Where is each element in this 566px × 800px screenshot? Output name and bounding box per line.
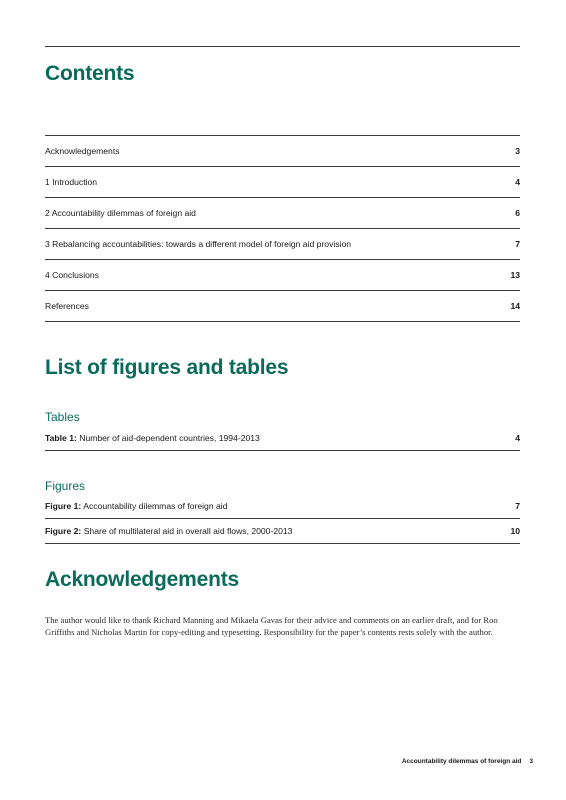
figure-entry-prefix: Figure 2: — [45, 526, 82, 536]
toc-entry[interactable] — [45, 198, 520, 229]
toc-entry-page: 7 — [515, 239, 520, 249]
toc-entry-page: 14 — [510, 301, 520, 311]
contents-list — [45, 135, 520, 322]
toc-entry[interactable] — [45, 136, 520, 167]
toc-entry-label: Acknowledgements — [45, 146, 120, 156]
table-entry-page: 4 — [515, 433, 520, 443]
toc-entry-page: 6 — [515, 208, 520, 218]
table-entry-prefix: Table 1: — [45, 433, 77, 443]
figures-heading: Figures — [45, 479, 86, 493]
figure-entry-title: Accountability dilemmas of foreign aid — [83, 501, 228, 511]
table-entry-label — [45, 433, 260, 443]
footer-page-number: 3 — [529, 758, 533, 765]
figure-entry-prefix: Figure 1: — [45, 501, 82, 511]
toc-entry-label: 2 Accountability dilemmas of foreign aid — [45, 208, 196, 218]
figures-and-tables-title: List of figures and tables — [45, 356, 289, 379]
table-entry[interactable] — [45, 426, 520, 451]
figure-entry-page: 7 — [515, 501, 520, 511]
tables-list — [45, 426, 520, 451]
acknowledgements-title: Acknowledgements — [45, 568, 240, 591]
figure-entry-page: 10 — [510, 526, 520, 536]
table-entry-title: Number of aid-dependent countries, 1994-2013 — [79, 433, 260, 443]
toc-entry-page: 3 — [515, 146, 520, 156]
figure-entry-label — [45, 501, 227, 511]
toc-entry[interactable] — [45, 260, 520, 291]
tables-heading: Tables — [45, 410, 80, 424]
figure-entry-title: Share of multilateral aid in overall aid flows, 2000-2013 — [83, 526, 293, 536]
figure-entry[interactable] — [45, 494, 520, 519]
toc-entry[interactable] — [45, 167, 520, 198]
figures-list — [45, 494, 520, 544]
toc-entry-label: 4 Conclusions — [45, 270, 99, 280]
toc-entry[interactable] — [45, 229, 520, 260]
toc-entry-page: 4 — [515, 177, 520, 187]
figure-entry[interactable] — [45, 519, 520, 544]
toc-entry-label: References — [45, 301, 89, 311]
toc-entry[interactable] — [45, 291, 520, 322]
toc-entry-label: 1 Introduction — [45, 177, 98, 187]
toc-entry-page: 13 — [510, 270, 520, 280]
acknowledgements-text: The author would like to thank Richard Manning and Mikaela Gavas for their advice and comments on an earlier draft, and for Roo Griffiths and Nicholas Martin for copy-editing and typesetting. Responsibility for the paper’s contents rests solely with the author. — [45, 615, 498, 638]
top-divider — [45, 46, 520, 47]
figure-entry-label — [45, 526, 292, 536]
contents-title: Contents — [45, 62, 135, 85]
page-footer — [402, 758, 533, 765]
footer-title: Accountability dilemmas of foreign aid — [401, 758, 522, 765]
toc-entry-label: 3 Rebalancing accountabilities: towards a different model of foreign aid provision — [45, 239, 352, 249]
